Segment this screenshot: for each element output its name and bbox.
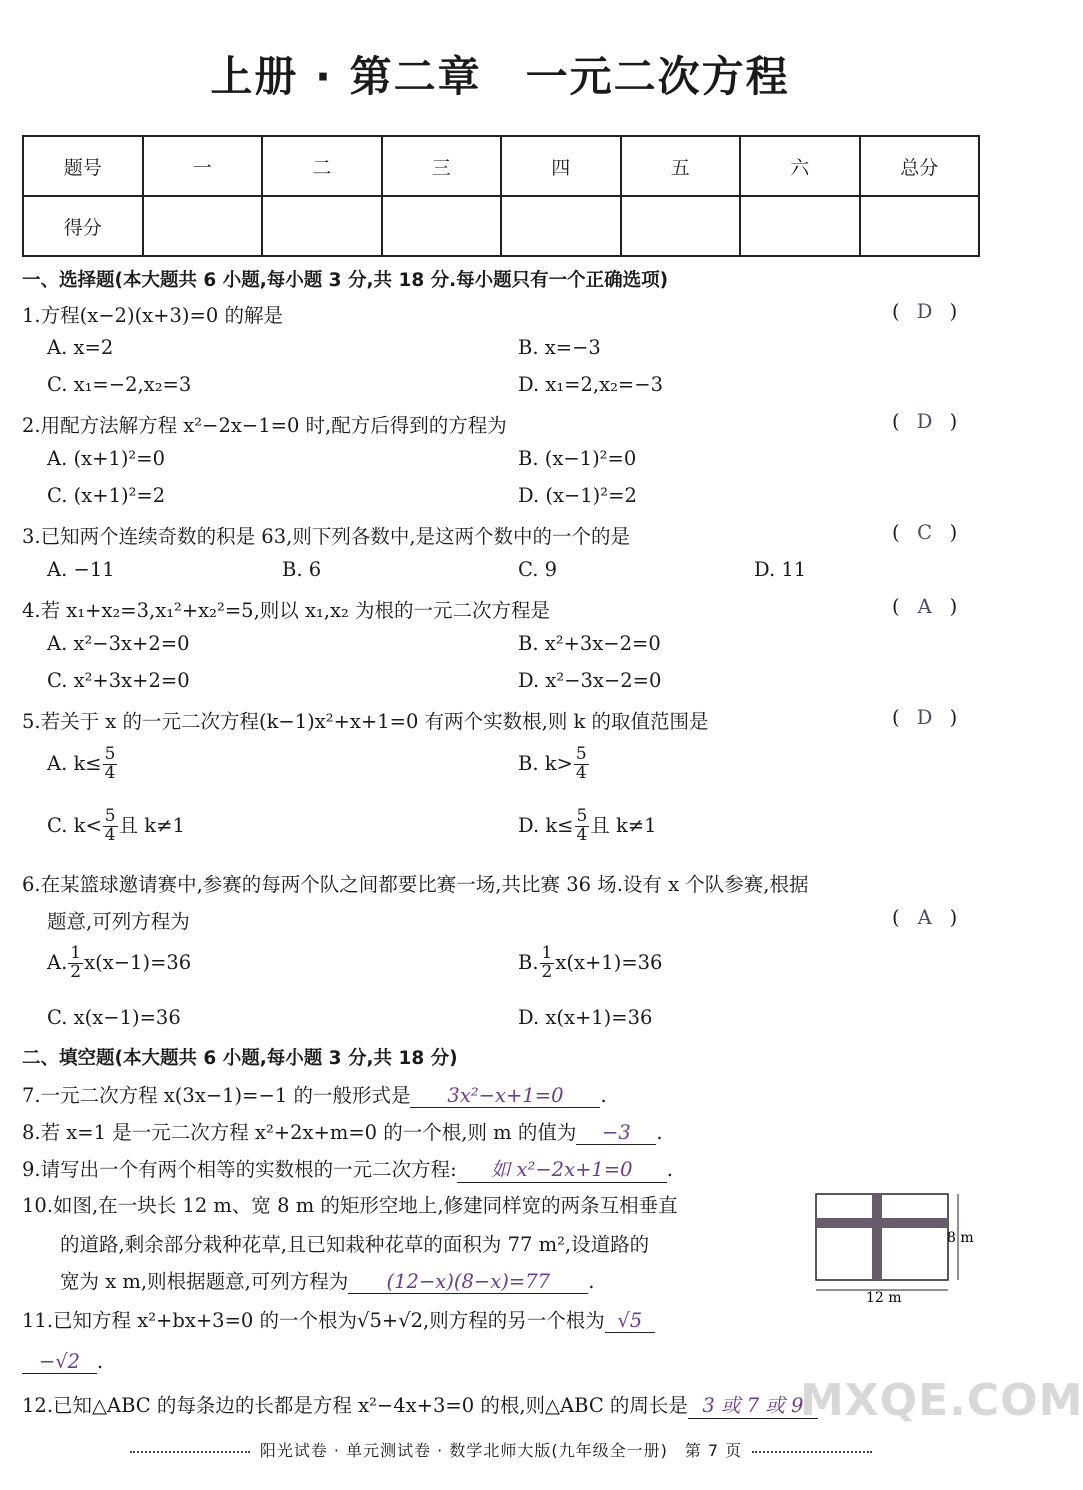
option-text: x(x−1)=36 [84, 950, 192, 974]
question-4-stem: 4.若 x₁+x₂=3,x₁²+x₂²=5,则以 x₁,x₂ 为根的一元二次方程是 [22, 599, 550, 622]
section-title-fill: 二、填空题(本大题共 6 小题,每小题 3 分,共 18 分) [22, 1048, 458, 1069]
question-3-option-a: A. −11 [47, 558, 115, 581]
question-5-option-a [47, 746, 118, 783]
question-2-stem: 2.用配方法解方程 x²−2x−1=0 时,配方后得到的方程为 [22, 414, 507, 437]
fraction [103, 746, 118, 783]
score-blank [143, 196, 263, 256]
question-5-stem: 5.若关于 x 的一元二次方程(k−1)x²+x+1=0 有两个实数根,则 k 的取值范围是 [22, 710, 709, 733]
option-text: D. k≤ [518, 813, 574, 837]
answer-value: C [917, 521, 933, 544]
score-header-row [23, 136, 979, 196]
vertical-road [872, 1194, 882, 1280]
fraction [68, 945, 83, 982]
score-blank [740, 196, 860, 256]
answer-value: A [917, 595, 932, 618]
fraction [540, 945, 555, 982]
score-cell: 六 [740, 136, 860, 196]
numerator: 1 [541, 943, 553, 963]
option-text: B. [518, 950, 539, 974]
question-8: 8.若 x=1 是一元二次方程 x²+2x+m=0 的一个根,则 m 的值为 −3 . [22, 1121, 663, 1144]
question-11-answer-2: −√2 [22, 1350, 97, 1374]
question-3-option-b: B. 6 [282, 558, 322, 581]
score-blank [621, 196, 741, 256]
question-10-stem: 宽为 x m,则根据题意,可列方程为 [60, 1270, 349, 1293]
score-blank [262, 196, 382, 256]
question-9-answer: 如 x²−2x+1=0 [457, 1154, 667, 1183]
question-8-answer: −3 [576, 1121, 656, 1145]
answer-value: D [916, 410, 933, 433]
question-5-option-d [518, 808, 657, 845]
score-cell: 四 [501, 136, 621, 196]
question-11-answer-1: √5 [605, 1309, 655, 1333]
option-text: C. k< [47, 813, 102, 837]
option-text: 且 k≠1 [118, 813, 185, 837]
rectangle-field-figure [810, 1190, 980, 1310]
width-label: 12 m [866, 1290, 902, 1306]
question-9-stem: 9.请写出一个有两个相等的实数根的一元二次方程: [22, 1158, 457, 1181]
question-12 [22, 1390, 818, 1419]
question-12-answer: 3 或 7 或 9 [688, 1390, 818, 1419]
denominator: 4 [576, 824, 588, 845]
footer-dots-right [752, 1451, 872, 1453]
height-label: 8 m [947, 1230, 974, 1246]
footer-text: 阳光试卷 · 单元测试卷 · 数学北师大版(九年级全一册) 第 7 页 [259, 1441, 743, 1460]
question-4-option-a: A. x²−3x+2=0 [47, 632, 190, 655]
question-5-option-c [47, 808, 185, 845]
question-4-answer: ( A ) [892, 595, 958, 618]
page-footer [22, 1438, 980, 1461]
question-10-answer: (12−x)(8−x)=77 [348, 1270, 588, 1294]
denominator: 2 [541, 961, 553, 982]
question-6-option-b [518, 945, 662, 982]
score-cell: 题号 [23, 136, 143, 196]
question-1-option-a: A. x=2 [47, 336, 114, 359]
question-7: 7.一元二次方程 x(3x−1)=−1 的一般形式是 3x²−x+1=0 . [22, 1084, 607, 1107]
question-6-option-d: D. x(x+1)=36 [518, 1006, 653, 1029]
option-text: 且 k≠1 [590, 813, 657, 837]
score-cell: 五 [621, 136, 741, 196]
question-12-stem: 12.已知△ABC 的每条边的长都是方程 x²−4x+3=0 的根,则△ABC 的周长是 [22, 1394, 688, 1417]
question-3-option-d: D. 11 [754, 558, 807, 581]
score-value-row [23, 196, 979, 256]
question-11-cont: −√2 . [22, 1350, 103, 1374]
denominator: 4 [104, 762, 116, 783]
score-blank [860, 196, 980, 256]
question-11-stem: 11.已知方程 x²+bx+3=0 的一个根为√5+√2,则方程的另一个根为 [22, 1309, 605, 1332]
denominator: 4 [104, 824, 116, 845]
question-1-answer: ( D ) [892, 300, 958, 323]
score-table [22, 135, 980, 257]
question-2-option-a: A. (x+1)²=0 [47, 447, 165, 470]
fraction [574, 746, 589, 783]
score-cell: 一 [143, 136, 263, 196]
answer-value: D [916, 706, 933, 729]
score-label: 得分 [23, 196, 143, 256]
question-1-option-c: C. x₁=−2,x₂=3 [47, 373, 192, 396]
option-text: A. k≤ [47, 751, 102, 775]
question-6-option-a [47, 945, 191, 982]
option-text: A. [47, 950, 68, 974]
question-10-line-3: 宽为 x m,则根据题意,可列方程为 (12−x)(8−x)=77 . [60, 1270, 595, 1293]
question-3-option-c: C. 9 [518, 558, 558, 581]
question-10-line-1: 10.如图,在一块长 12 m、宽 8 m 的矩形空地上,修建同样宽的两条互相垂直 [22, 1194, 678, 1217]
option-text: B. k> [518, 751, 573, 775]
question-6-stem-cont: 题意,可列方程为 [47, 910, 190, 933]
option-text: x(x+1)=36 [555, 950, 663, 974]
question-1-stem: 1.方程(x−2)(x+3)=0 的解是 [22, 304, 283, 327]
question-4-option-c: C. x²+3x+2=0 [47, 669, 190, 692]
score-cell: 总分 [860, 136, 980, 196]
numerator: 5 [575, 744, 587, 764]
question-7-stem: 7.一元二次方程 x(3x−1)=−1 的一般形式是 [22, 1084, 411, 1107]
section-title-choice: 一、选择题(本大题共 6 小题,每小题 3 分,共 18 分.每小题只有一个正确选项) [22, 270, 669, 291]
question-1-option-d: D. x₁=2,x₂=−3 [518, 373, 663, 396]
question-5-answer: ( D ) [892, 706, 958, 729]
question-2-option-d: D. (x−1)²=2 [518, 484, 637, 507]
score-cell: 二 [262, 136, 382, 196]
question-8-stem: 8.若 x=1 是一元二次方程 x²+2x+m=0 的一个根,则 m 的值为 [22, 1121, 577, 1144]
watermark: MXQE.COM [800, 1375, 1083, 1426]
question-5-option-b [518, 746, 590, 783]
question-3-answer: ( C ) [892, 521, 958, 544]
question-4-option-d: D. x²−3x−2=0 [518, 669, 662, 692]
footer-dots-left [130, 1451, 250, 1453]
question-6-stem: 6.在某篮球邀请赛中,参赛的每两个队之间都要比赛一场,共比赛 36 场.设有 x 个队参赛,根据 [22, 873, 809, 896]
question-2-option-b: B. (x−1)²=0 [518, 447, 637, 470]
question-9: 9.请写出一个有两个相等的实数根的一元二次方程: 如 x²−2x+1=0 . [22, 1154, 673, 1183]
answer-value: A [917, 906, 932, 929]
question-6-option-c: C. x(x−1)=36 [47, 1006, 181, 1029]
question-10-line-2: 的道路,剩余部分栽种花草,且已知栽种花草的面积为 77 m²,设道路的 [60, 1233, 650, 1256]
question-6-answer: ( A ) [892, 906, 958, 929]
numerator: 5 [104, 806, 116, 826]
fraction [575, 808, 590, 845]
question-3-stem: 3.已知两个连续奇数的积是 63,则下列各数中,是这两个数中的一个的是 [22, 525, 631, 548]
question-11 [22, 1305, 655, 1333]
numerator: 1 [70, 943, 82, 963]
question-2-answer: ( D ) [892, 410, 958, 433]
question-2-option-c: C. (x+1)²=2 [47, 484, 166, 507]
question-7-answer: 3x²−x+1=0 [410, 1084, 600, 1108]
answer-value: D [916, 300, 933, 323]
score-cell: 三 [382, 136, 502, 196]
score-blank [501, 196, 621, 256]
numerator: 5 [576, 806, 588, 826]
denominator: 2 [70, 961, 82, 982]
fraction [103, 808, 118, 845]
page-title: 上册 · 第二章 一元二次方程 [210, 52, 790, 101]
question-4-option-b: B. x²+3x−2=0 [518, 632, 661, 655]
question-1-option-b: B. x=−3 [518, 336, 601, 359]
denominator: 4 [575, 762, 587, 783]
score-blank [382, 196, 502, 256]
numerator: 5 [104, 744, 116, 764]
